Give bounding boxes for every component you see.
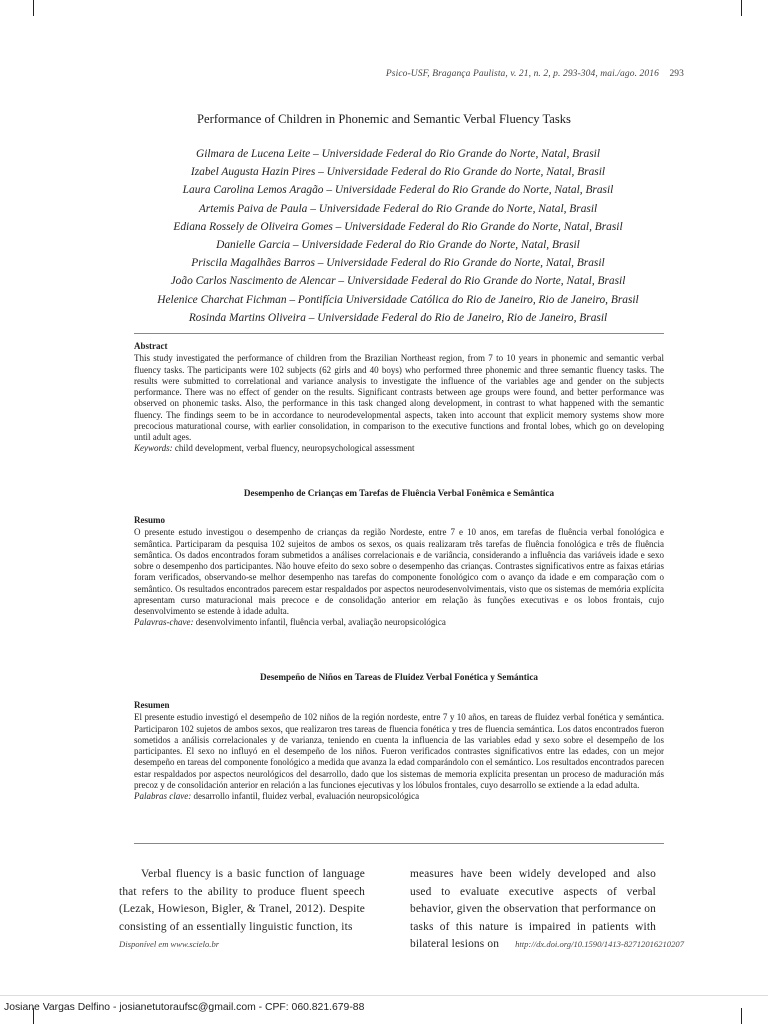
author-line: Laura Carolina Lemos Aragão – Universidade Federal do Rio Grande do Norte, Natal, Brasil — [182, 184, 614, 197]
author-line: Helenice Charchat Fichman – Pontifícia Universidade Católica do Rio de Janeiro, Rio de Janeiro, Brasil — [157, 293, 639, 306]
resumo-text: O presente estudo investigou o desempenho de crianças da região Nordeste, entre 7 e 10 anos, em tarefas de fluência verbal fonológica e semântica. Participaram da pesquisa 102 sujeitos de ambos os sexos, os quais realizaram três tarefas de fluência fonológica e três de fluência semântica. Os dados encontrados foram submetidos a análises correlacionais e de variância, considerando a influência das variáveis idade e sexo sobre o desempenho dos participantes. Não houve efeito do sexo sobre o desempenho das crianças. Contrastes significativos entre as faixas etárias foram verificados, observando-se melhor desempenho nas tarefas do componente fonológico com o avanço da idade e em comparação com o semântico. Os resultados encontrados parecem estar respaldados por aspectos neurodesenvolvimentais, visto que os sistemas de memória explícita apresentam curso maturacional mais precoce e de consolidação anterior em relação às funções executivas e os lobos frontais, cujo desenvolvimento se estende à idade adulta. — [134, 527, 664, 616]
keywords-line — [134, 443, 664, 454]
palavras-chave-label: Palavras-chave: — [134, 617, 194, 628]
author-line: Danielle Garcia – Universidade Federal do Rio Grande do Norte, Natal, Brasil — [216, 239, 580, 252]
author-line: Gilmara de Lucena Leite – Universidade Federal do Rio Grande do Norte, Natal, Brasil — [195, 148, 600, 160]
palabras-clave-text: desarrollo infantil, fluidez verbal, evaluación neuropsicológica — [193, 791, 420, 801]
crop-mark — [741, 1008, 742, 1024]
abstract-english — [134, 341, 664, 455]
body-column-right: measures have been widely developed and also used to evaluate executive aspects of verbal behavior, given the observation that performance on tasks of this nature is impaired in patients with bilateral lesions on — [410, 868, 656, 951]
abstract-portuguese — [134, 515, 664, 629]
availability-note: Disponível em www.scielo.br — [119, 939, 220, 949]
author-line: Artemis Paiva de Paula – Universidade Federal do Rio Grande do Norte, Natal, Brasil — [198, 202, 598, 215]
resumen-text: El presente estudio investigó el desempeño de 102 niños de la región nordeste, entre 7 y 10 años, en tareas de fluidez verbal fonética y semántica. Participaron 102 sujetos de ambos sexos, que realizaron tres tareas de fluencia fonética y tres de fluencia semántica. Los datos encontrados fueron sometidos a análisis correlacionales y de varianza, teniendo en cuenta la influencia de las variables edad y sexo sobre el desempeño de los participantes. El sexo no influyó en el desempeño de los niños. Fueron verificados contrastes significativos entre las edades, con un mejor desempeño en tareas del componente fonológico a medida que avanza la edad comparándolo con el semántico. Los resultados encontrados parecen estar respaldados por aspectos neurológicos del desarrollo, dado que los sistemas de memoria explícita presentan un proceso de maduración más precoz y de consolidación anterior en relación a las funciones ejecutivas y los lóbulos frontales, cuyo desarrollo se extiende a la edad adulta. — [134, 712, 664, 790]
resumen-heading: Resumen — [134, 700, 170, 710]
running-header — [386, 69, 684, 79]
palabras-clave-line — [134, 791, 664, 802]
page-number: 293 — [669, 69, 684, 79]
author-line: Priscila Magalhães Barros – Universidade Federal do Rio Grande do Norte, Natal, Brasil — [191, 257, 605, 270]
section-divider — [134, 333, 664, 334]
crop-mark — [33, 0, 34, 16]
abstract-spanish — [134, 700, 664, 802]
crop-mark — [741, 0, 742, 16]
body-column-left: Verbal fluency is a basic function of language that refers to the ability to produce fluent speech (Lezak, Howieson, Bigler, & Tranel, 2012). Despite consisting of an essentially linguistic function, its — [119, 868, 365, 933]
author-line: Izabel Augusta Hazin Pires – Universidade Federal do Rio Grande do Norte, Natal, Brasil — [190, 166, 606, 179]
watermark-text: Josiane Vargas Delfino - josianetutoraufsc@gmail.com - CPF: 060.821.679-88 — [4, 1002, 365, 1013]
palavras-chave-text: desenvolvimento infantil, fluência verbal, avaliação neuropsicológica — [195, 617, 446, 628]
portuguese-title: Desempenho de Crianças em Tarefas de Fluência Verbal Fonêmica e Semântica — [243, 488, 555, 498]
author-line: João Carlos Nascimento de Alencar – Universidade Federal do Rio Grande do Norte, Natal, Brasil — [170, 275, 626, 288]
author-line: Ediana Rossely de Oliveira Gomes – Universidade Federal do Rio Grande do Norte, Natal, Brasil — [173, 220, 623, 233]
section-divider — [134, 843, 664, 844]
author-list — [0, 145, 768, 327]
palabras-clave-label: Palabras clave: — [134, 791, 192, 801]
resumo-heading: Resumo — [134, 515, 165, 525]
abstract-text: This study investigated the performance of children from the Brazilian Northeast region, from 7 to 10 years in phonemic and semantic verbal fluency tasks. The participants were 102 subjects (62 girls and 40 boys) who performed three phonemic and three semantic fluency tasks. The results were submitted to correlational and variance analysis to investigate the influence of the variables age and gender on the subjects performance. There was no effect of gender on the results. Significant contrasts between age groups were found, and better performance was observed on phonemic tasks. Also, the performance in this task changed along development, in contrast to what happened with the semantic fluency. The findings seem to be in accordance to neurodevelopmental aspects, taken into account that explicit memory systems show more precocious maturational course, with earlier consolidation, in comparison to the executive functions and frontal lobes, which go on developing until adult ages. — [134, 353, 664, 442]
keywords-text: child development, verbal fluency, neuropsychological assessment — [174, 443, 415, 454]
author-line: Rosinda Martins Oliveira – Universidade Federal do Rio de Janeiro, Rio de Janeiro, Brasil — [188, 311, 608, 324]
journal-citation: Psico-USF, Bragança Paulista, v. 21, n. 2, p. 293-304, mai./ago. 2016 — [385, 69, 659, 79]
abstract-heading: Abstract — [134, 341, 168, 351]
article-title: Performance of Children in Phonemic and Semantic Verbal Fluency Tasks — [197, 112, 571, 126]
keywords-label: Keywords: — [134, 443, 173, 454]
spanish-title: Desempeño de Niños en Tareas de Fluidez Verbal Fonética y Semántica — [259, 672, 538, 682]
palavras-chave-line — [134, 617, 664, 628]
footer-divider — [0, 995, 768, 996]
doi-link[interactable]: http://dx.doi.org/10.1590/1413-82712016210207 — [515, 939, 684, 949]
